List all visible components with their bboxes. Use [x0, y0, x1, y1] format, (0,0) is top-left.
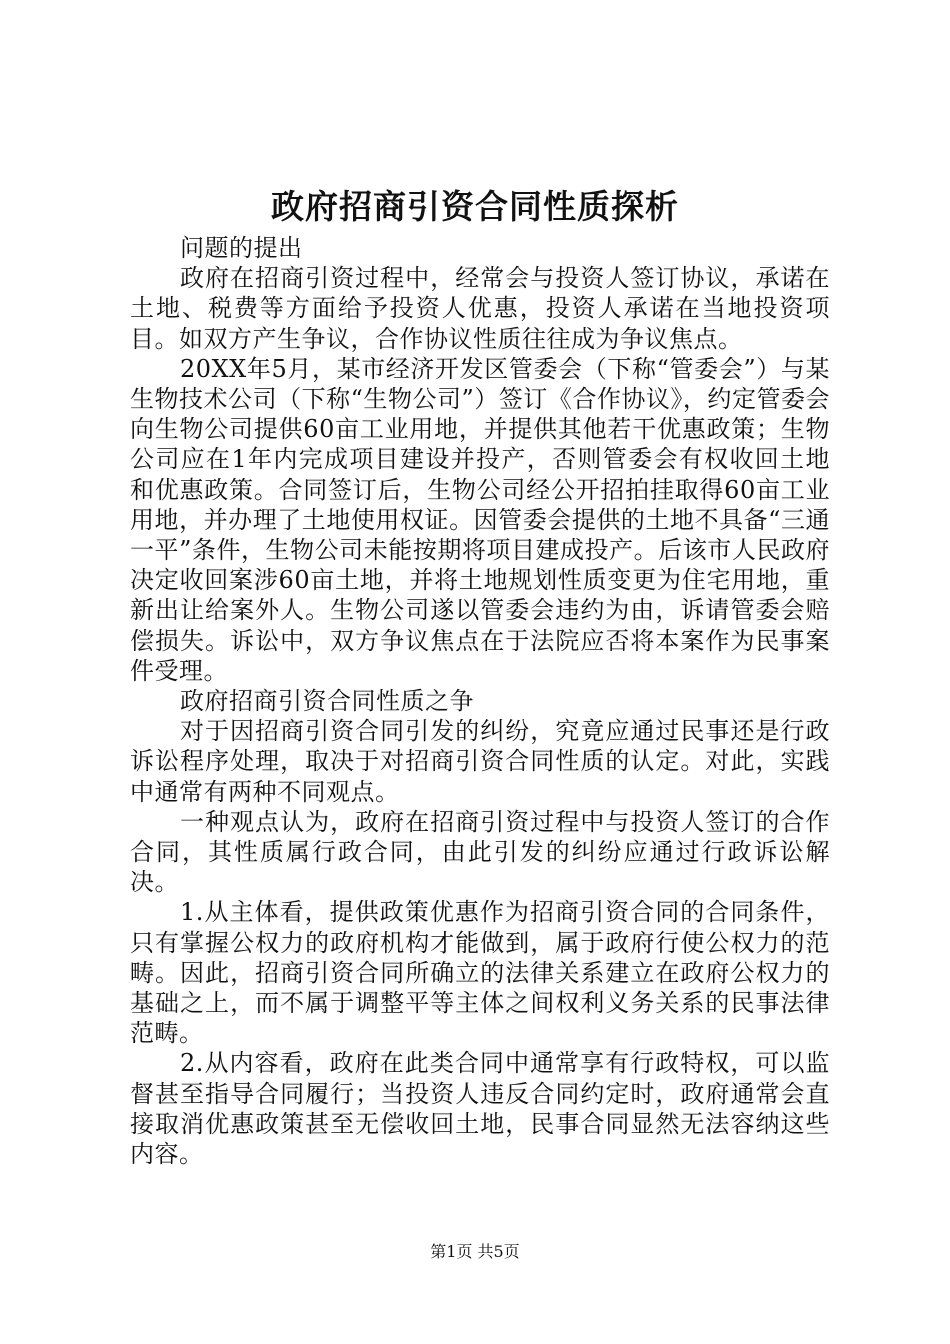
paragraph-view-one: 一种观点认为，政府在招商引资过程中与投资人签订的合作合同，其性质属行政合同，由此引发的纠纷应通过行政诉讼解决。	[130, 807, 830, 897]
document-title: 政府招商引资合同性质探析	[271, 187, 679, 226]
document-body	[130, 233, 830, 1169]
paragraph-point-two: 2.从内容看，政府在此类合同中通常享有行政特权，可以监督甚至指导合同履行；当投资人违反合同约定时，政府通常会直接取消优惠政策甚至无偿收回土地，民事合同显然无法容纳这些内容。	[130, 1049, 830, 1169]
paragraph-intro: 政府在招商引资过程中，经常会与投资人签订协议，承诺在土地、税费等方面给予投资人优惠，投资人承诺在当地投资项目。如双方产生争议，合作协议性质往往成为争议焦点。	[130, 264, 830, 353]
section-heading-problem: 问题的提出	[180, 234, 303, 262]
section-heading-dispute: 政府招商引资合同性质之争	[180, 687, 474, 716]
paragraph-dispute: 对于因招商引资合同引发的纠纷，究竟应通过民事还是行政诉讼程序处理，取决于对招商引资合同性质的认定。对此，实践中通常有两种不同观点。	[130, 717, 830, 806]
paragraph-point-one: 1.从主体看，提供政策优惠作为招商引资合同的合同条件，只有掌握公权力的政府机构才能做到，属于政府行使公权力的范畴。因此，招商引资合同所确立的法律关系建立在政府公权力的基础之上，而不属于调整平等主体之间权利义务关系的民事法律范畴。	[130, 898, 830, 1048]
page-footer: 第1页 共5页	[430, 1242, 520, 1261]
paragraph-case: 20XX年5月，某市经济开发区管委会（下称“管委会”）与某生物技术公司（下称“生物公司”）签订《合作协议》，约定管委会向生物公司提供60亩工业用地，并提供其他若干优惠政策；生物公司应在1年内完成项目建设并投产，否则管委会有权收回土地和优惠政策。合同签订后，生物公司经公开招拍挂取得60亩工业用地，并办理了土地使用权证。因管委会提供的土地不具备“三通一平”条件，生物公司未能按期将项目建成投产。后该市人民政府决定收回案涉60亩土地，并将土地规划性质变更为住宅用地，重新出让给案外人。生物公司遂以管委会违约为由，诉请管委会赔偿损失。诉讼中，双方争议焦点在于法院应否将本案作为民事案件受理。	[130, 354, 830, 685]
